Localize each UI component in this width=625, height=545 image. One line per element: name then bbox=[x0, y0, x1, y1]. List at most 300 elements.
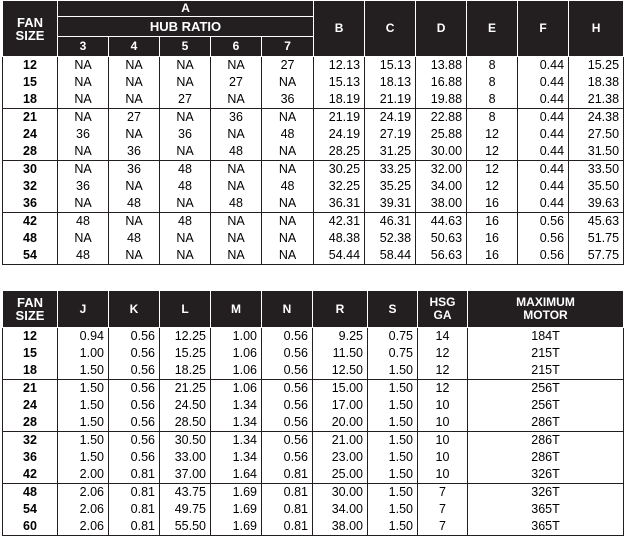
table-cell: 15.13 bbox=[365, 57, 416, 75]
table-cell: 1.50 bbox=[368, 484, 418, 502]
table-cell: 0.44 bbox=[518, 91, 569, 109]
fan-size-cell: 42 bbox=[3, 213, 58, 231]
hub-col-7: 7 bbox=[262, 36, 314, 56]
fan-size-cell: 30 bbox=[3, 161, 58, 179]
table-cell: 48 bbox=[262, 126, 314, 143]
table-cell: NA bbox=[211, 213, 262, 231]
table-cell: 0.56 bbox=[262, 449, 313, 466]
table-cell: 48.38 bbox=[314, 230, 365, 247]
table-cell: 1.34 bbox=[211, 397, 262, 414]
table-row bbox=[3, 380, 624, 398]
fan-size-cell: 36 bbox=[3, 195, 58, 213]
table-cell: 215T bbox=[468, 345, 624, 362]
table-cell: 1.50 bbox=[58, 362, 109, 380]
hub-ratio-header: HUB RATIO bbox=[58, 16, 314, 36]
col-c-header: C bbox=[365, 1, 416, 57]
table-row bbox=[3, 362, 624, 380]
fan-size-header-2: FAN SIZE bbox=[3, 291, 58, 328]
col-f-header: F bbox=[518, 1, 569, 57]
table-cell: 286T bbox=[468, 432, 624, 450]
table-cell: 7 bbox=[418, 518, 468, 536]
table-cell: 48 bbox=[211, 195, 262, 213]
table-cell: 25.88 bbox=[416, 126, 467, 143]
table-cell: NA bbox=[211, 178, 262, 195]
table-cell: 48 bbox=[160, 178, 211, 195]
hsg-ga-header: HSG GA bbox=[418, 291, 468, 328]
table-row bbox=[3, 74, 624, 91]
table-cell: 1.50 bbox=[368, 518, 418, 536]
table-cell: 12 bbox=[418, 345, 468, 362]
table-cell: 2.06 bbox=[58, 501, 109, 518]
table-cell: 1.64 bbox=[211, 466, 262, 484]
table-cell: NA bbox=[262, 195, 314, 213]
table-cell: 24.38 bbox=[569, 109, 624, 127]
table-cell: 7 bbox=[418, 484, 468, 502]
table-cell: 8 bbox=[467, 57, 518, 75]
table-cell: 30.25 bbox=[314, 161, 365, 179]
table-cell: 1.34 bbox=[211, 449, 262, 466]
table-cell: 1.50 bbox=[368, 414, 418, 432]
table-cell: 0.56 bbox=[262, 380, 313, 398]
table-cell: NA bbox=[109, 126, 160, 143]
table-row bbox=[3, 109, 624, 127]
table-cell: NA bbox=[109, 213, 160, 231]
table-cell: NA bbox=[160, 143, 211, 161]
table-cell: NA bbox=[58, 74, 109, 91]
table-cell: 36 bbox=[160, 126, 211, 143]
table-cell: 0.44 bbox=[518, 57, 569, 75]
table-row bbox=[3, 57, 624, 75]
table-cell: NA bbox=[160, 195, 211, 213]
fan-size-cell: 60 bbox=[3, 518, 58, 536]
col-b-header: B bbox=[314, 1, 365, 57]
table-cell: 30.50 bbox=[160, 432, 211, 450]
fan-size-cell: 48 bbox=[3, 484, 58, 502]
table-cell: NA bbox=[211, 247, 262, 265]
table-cell: 8 bbox=[467, 74, 518, 91]
table-cell: 326T bbox=[468, 466, 624, 484]
table-cell: 27 bbox=[211, 74, 262, 91]
table-cell: 2.06 bbox=[58, 484, 109, 502]
table-cell: 0.44 bbox=[518, 74, 569, 91]
table-cell: NA bbox=[58, 143, 109, 161]
table-cell: 1.50 bbox=[368, 449, 418, 466]
table-cell: 57.75 bbox=[569, 247, 624, 265]
table-cell: 0.56 bbox=[518, 230, 569, 247]
col-m-header: M bbox=[211, 291, 262, 328]
fan-size-cell: 54 bbox=[3, 247, 58, 265]
table-cell: 1.50 bbox=[368, 432, 418, 450]
table-cell: NA bbox=[160, 247, 211, 265]
table-cell: 0.81 bbox=[109, 518, 160, 536]
table-cell: 256T bbox=[468, 380, 624, 398]
table-row bbox=[3, 449, 624, 466]
table-cell: 0.56 bbox=[109, 328, 160, 346]
table-row bbox=[3, 230, 624, 247]
table-cell: 14 bbox=[418, 328, 468, 346]
table-cell: 23.00 bbox=[313, 449, 368, 466]
table-cell: NA bbox=[211, 230, 262, 247]
table-cell: 1.34 bbox=[211, 432, 262, 450]
table-cell: 0.56 bbox=[109, 414, 160, 432]
table-cell: 33.25 bbox=[365, 161, 416, 179]
table-cell: 365T bbox=[468, 518, 624, 536]
table-cell: 30.00 bbox=[313, 484, 368, 502]
table-cell: NA bbox=[160, 230, 211, 247]
table-cell: 8 bbox=[467, 91, 518, 109]
table-cell: 0.56 bbox=[109, 449, 160, 466]
table-cell: 12 bbox=[418, 380, 468, 398]
col-a-header: A bbox=[58, 1, 314, 17]
table-cell: 2.00 bbox=[58, 466, 109, 484]
table-cell: 1.50 bbox=[58, 380, 109, 398]
table-cell: 1.50 bbox=[58, 432, 109, 450]
table-cell: NA bbox=[262, 230, 314, 247]
table-cell: 8 bbox=[467, 109, 518, 127]
table-cell: 21.19 bbox=[365, 91, 416, 109]
table-cell: NA bbox=[58, 230, 109, 247]
table-cell: 39.31 bbox=[365, 195, 416, 213]
fan-size-cell: 21 bbox=[3, 380, 58, 398]
table-cell: 12 bbox=[418, 362, 468, 380]
table-cell: NA bbox=[109, 178, 160, 195]
fan-size-cell: 15 bbox=[3, 345, 58, 362]
table-cell: 48 bbox=[160, 213, 211, 231]
table-cell: 16 bbox=[467, 213, 518, 231]
table-cell: 0.44 bbox=[518, 109, 569, 127]
table-cell: 48 bbox=[109, 230, 160, 247]
table-cell: 0.44 bbox=[518, 178, 569, 195]
table-cell: 12 bbox=[467, 143, 518, 161]
table-cell: 0.94 bbox=[58, 328, 109, 346]
table-cell: 13.88 bbox=[416, 57, 467, 75]
table-cell: 0.56 bbox=[262, 414, 313, 432]
fan-size-cell: 42 bbox=[3, 466, 58, 484]
table-cell: 38.00 bbox=[313, 518, 368, 536]
table-cell: 0.81 bbox=[262, 484, 313, 502]
table-cell: 286T bbox=[468, 414, 624, 432]
table-cell: 1.69 bbox=[211, 484, 262, 502]
table-cell: 10 bbox=[418, 397, 468, 414]
table-cell: 1.50 bbox=[58, 449, 109, 466]
table-row bbox=[3, 195, 624, 213]
table-cell: 215T bbox=[468, 362, 624, 380]
table-cell: 21.25 bbox=[160, 380, 211, 398]
table-cell: 45.63 bbox=[569, 213, 624, 231]
table-cell: 10 bbox=[418, 432, 468, 450]
table-cell: 36 bbox=[211, 109, 262, 127]
table-cell: NA bbox=[211, 161, 262, 179]
table-cell: 27.50 bbox=[569, 126, 624, 143]
table-cell: 19.88 bbox=[416, 91, 467, 109]
table-cell: 50.63 bbox=[416, 230, 467, 247]
table-cell: 256T bbox=[468, 397, 624, 414]
hub-col-3: 3 bbox=[58, 36, 109, 56]
fan-size-cell: 36 bbox=[3, 449, 58, 466]
table-cell: 28.25 bbox=[314, 143, 365, 161]
table-cell: 0.56 bbox=[262, 432, 313, 450]
table-cell: 0.56 bbox=[262, 362, 313, 380]
table-cell: 0.56 bbox=[262, 397, 313, 414]
table-cell: NA bbox=[262, 161, 314, 179]
table-cell: 33.50 bbox=[569, 161, 624, 179]
table-cell: 12 bbox=[467, 126, 518, 143]
dimensions-table-1 bbox=[2, 0, 624, 265]
table-cell: 0.75 bbox=[368, 345, 418, 362]
table-cell: 38.00 bbox=[416, 195, 467, 213]
table-cell: 326T bbox=[468, 484, 624, 502]
table-cell: 21.19 bbox=[314, 109, 365, 127]
table-cell: 16.88 bbox=[416, 74, 467, 91]
table-1-body bbox=[3, 57, 624, 265]
table-cell: 35.25 bbox=[365, 178, 416, 195]
table-cell: 0.56 bbox=[262, 328, 313, 346]
table-cell: 0.56 bbox=[109, 380, 160, 398]
table-cell: 46.31 bbox=[365, 213, 416, 231]
table-row bbox=[3, 414, 624, 432]
table-cell: 34.00 bbox=[313, 501, 368, 518]
table-cell: 0.56 bbox=[109, 362, 160, 380]
table-row bbox=[3, 91, 624, 109]
table-cell: 0.81 bbox=[262, 518, 313, 536]
fan-size-cell: 12 bbox=[3, 57, 58, 75]
table-cell: 18.38 bbox=[569, 74, 624, 91]
table-cell: 0.56 bbox=[518, 247, 569, 265]
table-cell: NA bbox=[109, 74, 160, 91]
table-cell: 15.13 bbox=[314, 74, 365, 91]
table-cell: 56.63 bbox=[416, 247, 467, 265]
table-row bbox=[3, 397, 624, 414]
table-cell: NA bbox=[211, 57, 262, 75]
table-cell: 1.06 bbox=[211, 362, 262, 380]
max-motor-header: MAXIMUM MOTOR bbox=[468, 291, 624, 328]
table-cell: 1.50 bbox=[368, 501, 418, 518]
table-cell: 12.50 bbox=[313, 362, 368, 380]
table-cell: 22.88 bbox=[416, 109, 467, 127]
table-cell: 1.69 bbox=[211, 501, 262, 518]
table-cell: 24.19 bbox=[314, 126, 365, 143]
table-cell: 184T bbox=[468, 328, 624, 346]
table-cell: 0.81 bbox=[109, 466, 160, 484]
table-cell: 16 bbox=[467, 195, 518, 213]
table-cell: 0.44 bbox=[518, 126, 569, 143]
table-cell: 12 bbox=[467, 161, 518, 179]
dimensions-table-2 bbox=[2, 290, 624, 536]
table-cell: 0.44 bbox=[518, 195, 569, 213]
table-cell: 32.25 bbox=[314, 178, 365, 195]
table-cell: 37.00 bbox=[160, 466, 211, 484]
table-cell: 48 bbox=[58, 213, 109, 231]
table-cell: 0.75 bbox=[368, 328, 418, 346]
table-row bbox=[3, 466, 624, 484]
table-cell: 27.19 bbox=[365, 126, 416, 143]
table-cell: 34.00 bbox=[416, 178, 467, 195]
table-cell: 32.00 bbox=[416, 161, 467, 179]
table-cell: 36 bbox=[262, 91, 314, 109]
fan-size-cell: 12 bbox=[3, 328, 58, 346]
table-cell: 10 bbox=[418, 449, 468, 466]
fan-size-cell: 18 bbox=[3, 362, 58, 380]
table-cell: 1.34 bbox=[211, 414, 262, 432]
table-row bbox=[3, 484, 624, 502]
table-cell: 18.13 bbox=[365, 74, 416, 91]
table-cell: 1.00 bbox=[58, 345, 109, 362]
table-cell: 1.50 bbox=[368, 466, 418, 484]
table-cell: 21.38 bbox=[569, 91, 624, 109]
table-cell: 36 bbox=[109, 161, 160, 179]
table-cell: 286T bbox=[468, 449, 624, 466]
fan-size-cell: 54 bbox=[3, 501, 58, 518]
col-j-header: J bbox=[58, 291, 109, 328]
table-cell: 28.50 bbox=[160, 414, 211, 432]
table-cell: 16 bbox=[467, 247, 518, 265]
table-cell: 0.56 bbox=[518, 213, 569, 231]
table-cell: 48 bbox=[262, 178, 314, 195]
fan-size-header: FAN SIZE bbox=[3, 1, 58, 57]
table-cell: 33.00 bbox=[160, 449, 211, 466]
table-cell: 1.06 bbox=[211, 345, 262, 362]
table-row bbox=[3, 328, 624, 346]
col-r-header: R bbox=[313, 291, 368, 328]
table-row bbox=[3, 178, 624, 195]
col-e-header: E bbox=[467, 1, 518, 57]
table-cell: 0.81 bbox=[109, 484, 160, 502]
table-cell: NA bbox=[160, 74, 211, 91]
table-2-body bbox=[3, 328, 624, 536]
table-cell: NA bbox=[160, 57, 211, 75]
table-cell: 20.00 bbox=[313, 414, 368, 432]
table-row bbox=[3, 432, 624, 450]
table-cell: 0.56 bbox=[109, 397, 160, 414]
table-cell: 1.50 bbox=[368, 362, 418, 380]
table-cell: 15.00 bbox=[313, 380, 368, 398]
table-row bbox=[3, 501, 624, 518]
table-cell: 0.81 bbox=[109, 501, 160, 518]
hub-col-5: 5 bbox=[160, 36, 211, 56]
table-cell: 21.00 bbox=[313, 432, 368, 450]
table-cell: 31.50 bbox=[569, 143, 624, 161]
table-cell: NA bbox=[58, 161, 109, 179]
fan-size-cell: 15 bbox=[3, 74, 58, 91]
table-cell: 18.19 bbox=[314, 91, 365, 109]
table-cell: 27 bbox=[109, 109, 160, 127]
table-cell: 36 bbox=[58, 126, 109, 143]
col-d-header: D bbox=[416, 1, 467, 57]
table-cell: 24.50 bbox=[160, 397, 211, 414]
table-cell: 25.00 bbox=[313, 466, 368, 484]
table-row bbox=[3, 126, 624, 143]
table-cell: 48 bbox=[109, 195, 160, 213]
table-cell: 11.50 bbox=[313, 345, 368, 362]
table-cell: NA bbox=[109, 57, 160, 75]
table-cell: 12.25 bbox=[160, 328, 211, 346]
table-cell: 12 bbox=[467, 178, 518, 195]
table-row bbox=[3, 247, 624, 265]
table-cell: NA bbox=[262, 213, 314, 231]
table-cell: 365T bbox=[468, 501, 624, 518]
table-cell: 48 bbox=[160, 161, 211, 179]
table-cell: 15.25 bbox=[569, 57, 624, 75]
table-cell: NA bbox=[58, 57, 109, 75]
table-cell: 0.56 bbox=[109, 432, 160, 450]
table-cell: 0.56 bbox=[109, 345, 160, 362]
table-row bbox=[3, 161, 624, 179]
table-cell: 51.75 bbox=[569, 230, 624, 247]
table-cell: NA bbox=[262, 109, 314, 127]
table-cell: NA bbox=[160, 109, 211, 127]
hub-col-4: 4 bbox=[109, 36, 160, 56]
table-cell: NA bbox=[262, 143, 314, 161]
table-cell: 35.50 bbox=[569, 178, 624, 195]
table-cell: 39.63 bbox=[569, 195, 624, 213]
table-cell: 36.31 bbox=[314, 195, 365, 213]
col-n-header: N bbox=[262, 291, 313, 328]
table-cell: NA bbox=[262, 247, 314, 265]
fan-size-cell: 48 bbox=[3, 230, 58, 247]
col-k-header: K bbox=[109, 291, 160, 328]
col-s-header: S bbox=[368, 291, 418, 328]
table-cell: 0.44 bbox=[518, 161, 569, 179]
table-cell: 18.25 bbox=[160, 362, 211, 380]
col-l-header: L bbox=[160, 291, 211, 328]
table-cell: 0.81 bbox=[262, 501, 313, 518]
fan-size-cell: 24 bbox=[3, 397, 58, 414]
table-cell: 0.81 bbox=[262, 466, 313, 484]
table-cell: 43.75 bbox=[160, 484, 211, 502]
table-cell: 1.50 bbox=[368, 397, 418, 414]
table-cell: 1.50 bbox=[368, 380, 418, 398]
table-cell: NA bbox=[58, 195, 109, 213]
table-cell: 0.44 bbox=[518, 143, 569, 161]
fan-size-cell: 18 bbox=[3, 91, 58, 109]
table-cell: 30.00 bbox=[416, 143, 467, 161]
table-cell: 48 bbox=[211, 143, 262, 161]
hub-col-6: 6 bbox=[211, 36, 262, 56]
table-cell: 12.13 bbox=[314, 57, 365, 75]
table-cell: NA bbox=[58, 109, 109, 127]
table-cell: 16 bbox=[467, 230, 518, 247]
table-cell: 10 bbox=[418, 414, 468, 432]
table-cell: NA bbox=[109, 247, 160, 265]
table-cell: 7 bbox=[418, 501, 468, 518]
table-cell: 27 bbox=[262, 57, 314, 75]
fan-size-cell: 28 bbox=[3, 414, 58, 432]
table-cell: 9.25 bbox=[313, 328, 368, 346]
table-cell: 36 bbox=[58, 178, 109, 195]
table-cell: 31.25 bbox=[365, 143, 416, 161]
table-cell: NA bbox=[58, 91, 109, 109]
table-cell: 1.69 bbox=[211, 518, 262, 536]
table-cell: NA bbox=[109, 91, 160, 109]
table-cell: 55.50 bbox=[160, 518, 211, 536]
fan-size-cell: 28 bbox=[3, 143, 58, 161]
table-cell: 54.44 bbox=[314, 247, 365, 265]
table-cell: 58.44 bbox=[365, 247, 416, 265]
table-cell: 52.38 bbox=[365, 230, 416, 247]
table-cell: 2.06 bbox=[58, 518, 109, 536]
table-row bbox=[3, 345, 624, 362]
col-h-header: H bbox=[569, 1, 624, 57]
table-cell: NA bbox=[211, 126, 262, 143]
fan-size-cell: 32 bbox=[3, 432, 58, 450]
table-cell: 1.06 bbox=[211, 380, 262, 398]
fan-size-cell: 21 bbox=[3, 109, 58, 127]
table-row bbox=[3, 518, 624, 536]
fan-size-cell: 32 bbox=[3, 178, 58, 195]
table-cell: 42.31 bbox=[314, 213, 365, 231]
table-row bbox=[3, 143, 624, 161]
fan-size-cell: 24 bbox=[3, 126, 58, 143]
